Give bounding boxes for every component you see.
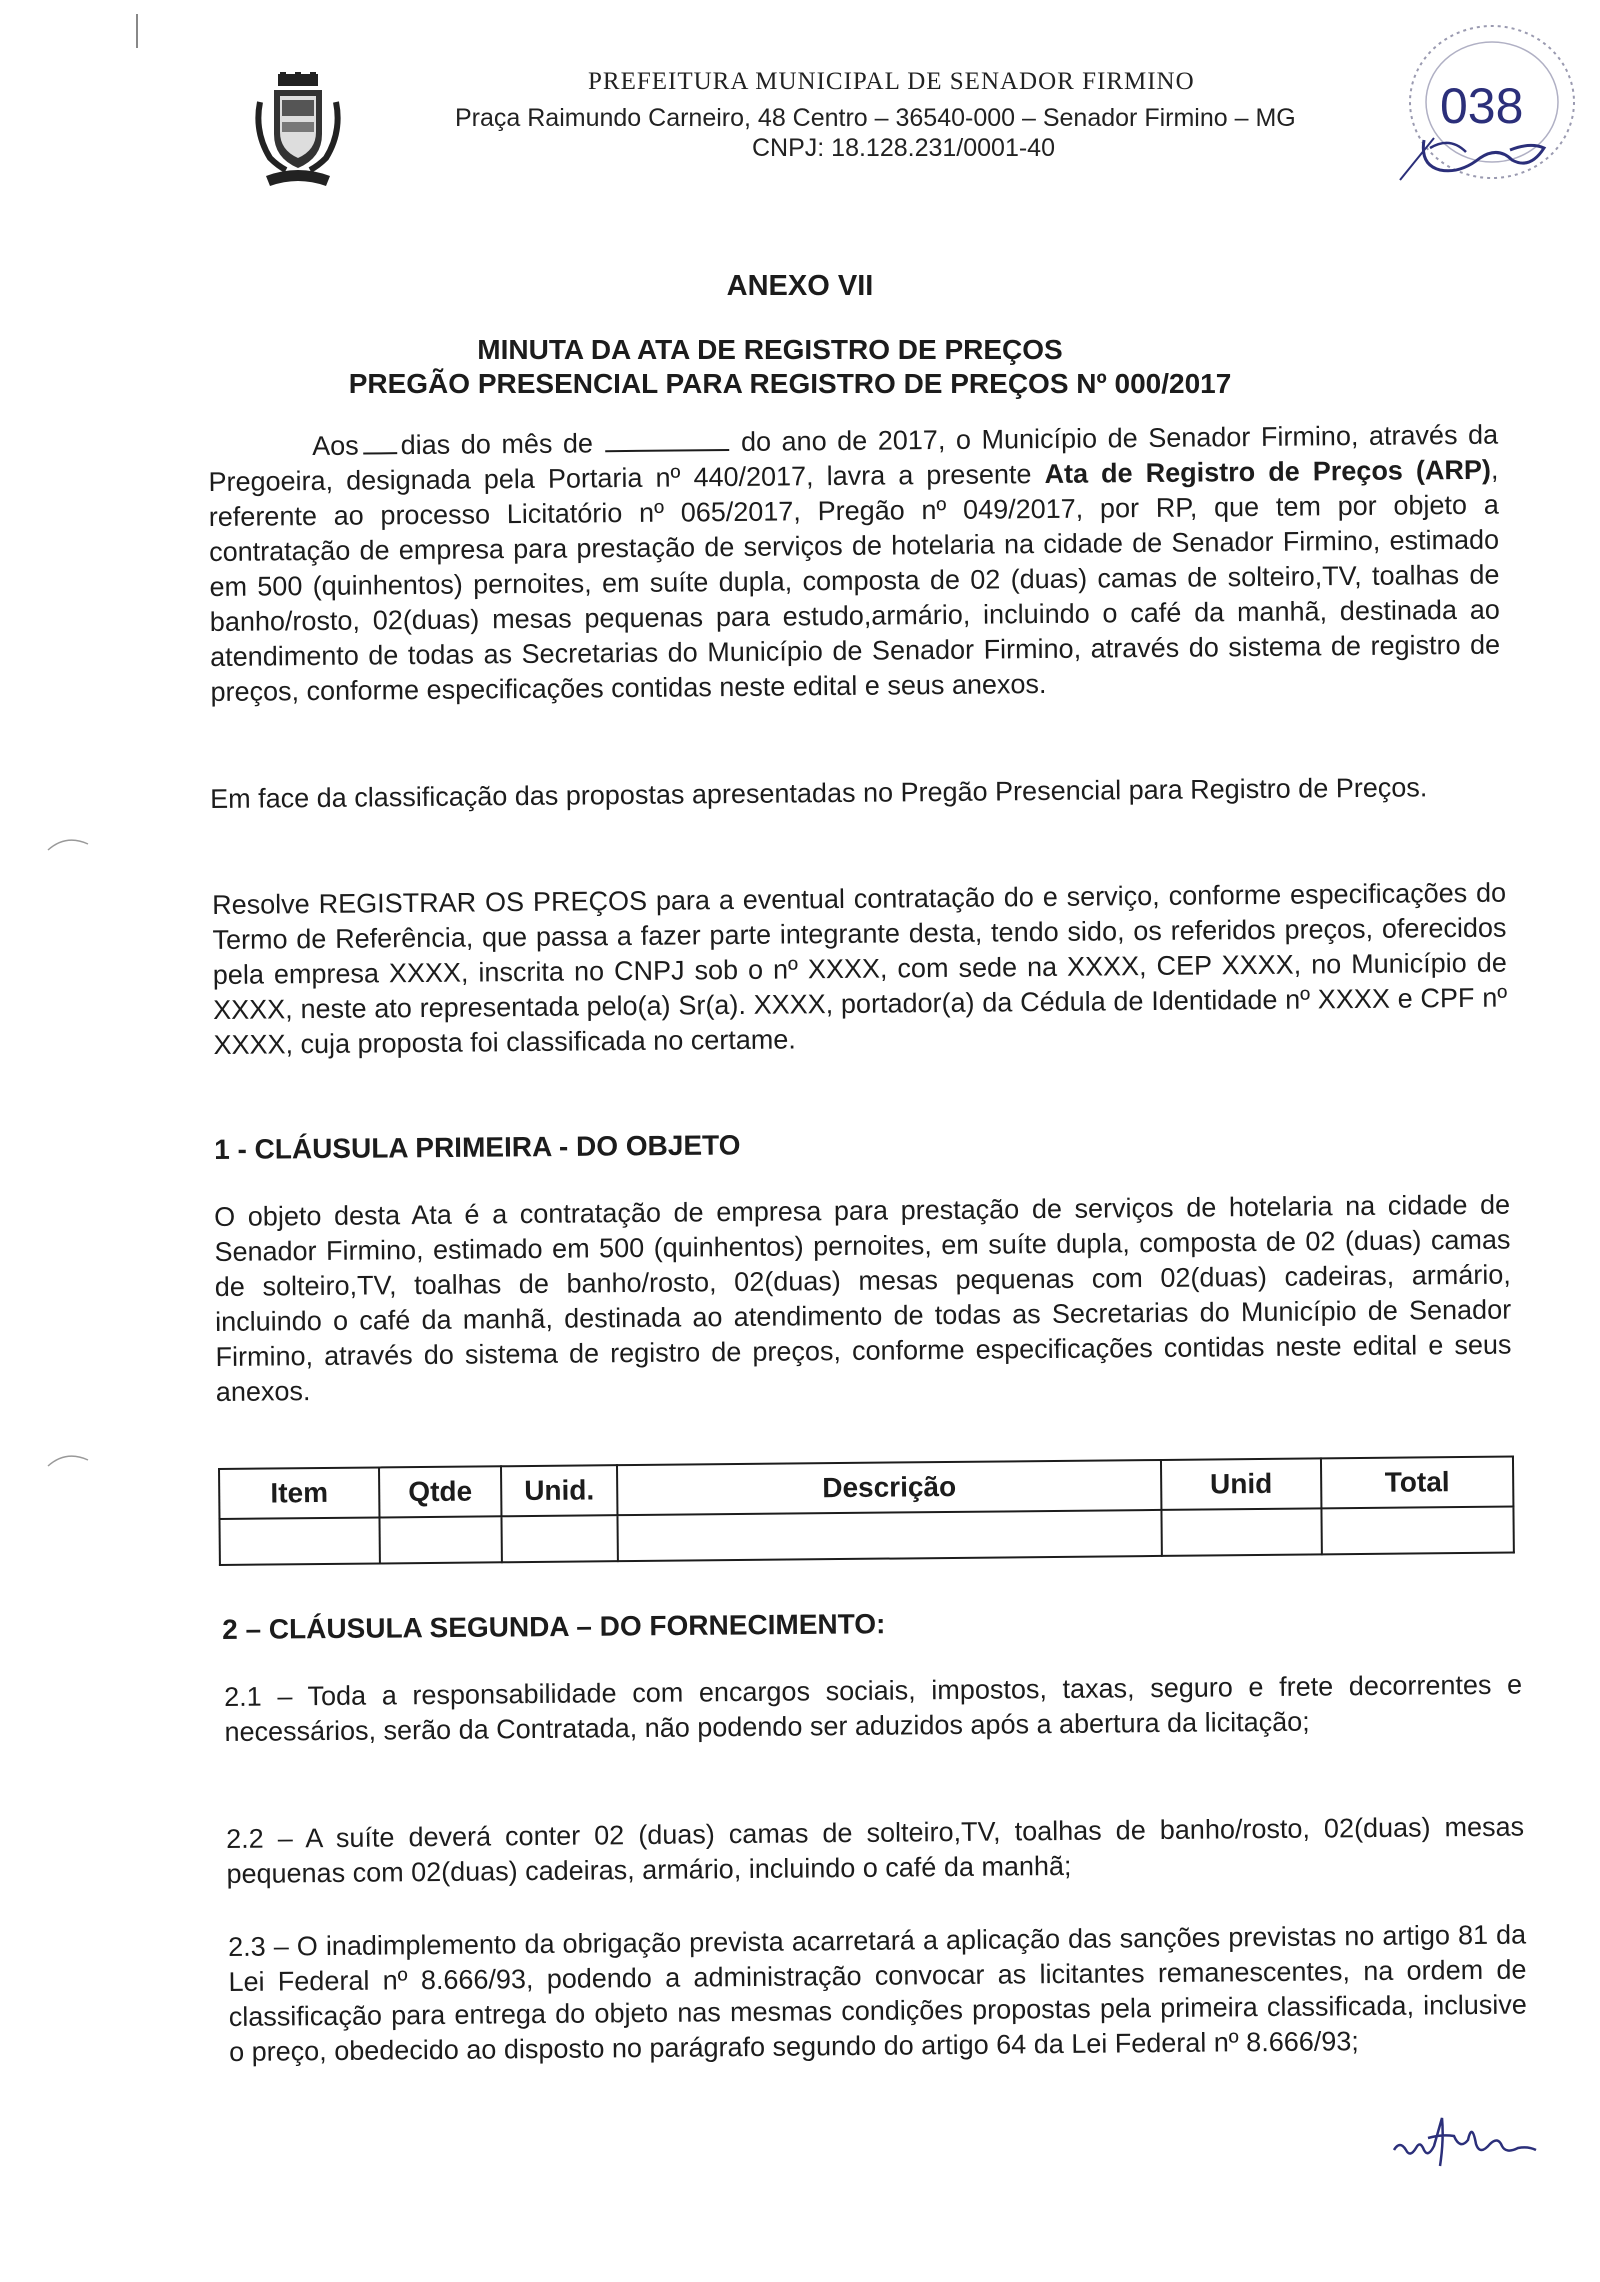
annex-title: ANEXO VII: [726, 270, 874, 302]
intro-month: dias do mês de: [400, 428, 594, 461]
col-item: Item: [219, 1467, 379, 1519]
scan-mark: [136, 14, 138, 48]
month-blank: [605, 429, 729, 452]
stamp-number: 038: [1440, 78, 1524, 134]
header-cnpj: CNPJ: 18.128.231/0001-40: [752, 134, 1055, 162]
resolve-paragraph: Resolve REGISTRAR OS PREÇOS para a eventual contratação do e serviço, conforme especificações do Termo de Referência, que passa a fazer parte integrante desta, tendo sido, os referidos preços, oferecidos pela empresa XXXX, inscrita no CNPJ sob o nº XXXX, com sede na XXXX, CEP XXXX, no Município de XXXX, neste ato representada pelo(a) Sr(a). XXXX, portador(a) da Cédula de Identidade nº XXXX e CPF nº XXXX, cuja proposta foi classificada no certame.: [212, 877, 1508, 1060]
minute-title: MINUTA DA ATA DE REGISTRO DE PREÇOS: [477, 334, 1063, 365]
table-cell: [617, 1510, 1161, 1561]
intro-paragraph: [208, 418, 1501, 710]
intro-body: do ano de 2017, o Município de Senador Firmino, através da Pregoeira, designada pela Portaria nº 440/2017, lavra a presente: [208, 419, 1499, 497]
col-total: Total: [1321, 1457, 1513, 1509]
face-paragraph: Em face da classificação das propostas apresentadas no Pregão Presencial para Registro de Preços.: [210, 772, 1428, 814]
clause1-heading: 1 - CLÁUSULA PRIMEIRA - DO OBJETO: [214, 1129, 741, 1165]
clause2-3: 2.3 – O inadimplemento da obrigação prevista acarretará a aplicação das sanções previstas no artigo 81 da Lei Federal nº 8.666/93, podendo a administração convocar as licitantes remanescentes, na ordem de classificação para entrega do objeto nas mesmas condições propostas pela primeira classificada, inclusive o preço, obedecido ao disposto no parágrafo segundo do artigo 64 da Lei Federal nº 8.666/93;: [228, 1919, 1527, 2067]
items-table: [218, 1456, 1515, 1566]
signature-icon: [1390, 2110, 1540, 2170]
table-cell: [219, 1517, 379, 1565]
col-qtde: Qtde: [379, 1466, 501, 1517]
col-unid: Unid.: [501, 1465, 617, 1516]
col-unid-price: Unid: [1161, 1458, 1321, 1510]
table-cell: [1321, 1507, 1513, 1555]
clause1-text: O objeto desta Ata é a contratação de empresa para prestação de serviços de hotelaria na cidade de Senador Firmino, estimado em 500 (quinhentos) pernoites, em suíte dupla, composta de 02 (duas) camas de solteiro,TV, toalhas de banho/rosto, 02(duas) mesas pequenas com 02(duas) cadeiras, armário, incluindo o café da manhã, destinada ao atendimento de todas as Secretarias do Município de Senador Firmino, através do sistema de registro de preços, conforme especificações contidas neste edital e seus anexos.: [214, 1189, 1512, 1407]
clause2-2: 2.2 – A suíte deverá conter 02 (duas) camas de solteiro,TV, toalhas de banho/rosto, 02(duas) mesas pequenas com 02(duas) cadeiras, armário, incluindo o café da manhã;: [226, 1811, 1525, 1889]
clause2-1: 2.1 – Toda a responsabilidade com encargos sociais, impostos, taxas, seguro e frete decorrentes e necessários, serão da Contratada, não podendo ser aduzidos após a abertura da licitação;: [224, 1669, 1523, 1747]
punch-hole-mark: [46, 1450, 90, 1468]
intro-rest: , referente ao processo Licitatório nº 065/2017, Pregão nº 049/2017, por RP, que tem por objeto a contratação de empresa para prestação de serviços de hotelaria na cidade de Senador Firmino, estimado em 500 (quinhentos) pernoites, em suíte dupla, composta de 02 (duas) camas de solteiro,TV, toalhas de banho/rosto, 02(duas) mesas pequenas para estudo,armário, incluindo o café da manhã, destinada ao atendimento de todas as Secretarias do Município de Senador Firmino, através do sistema de registro de preços, conforme especificações contidas neste edital e seus anexos.: [208, 454, 1501, 707]
clause2-heading: 2 – CLÁUSULA SEGUNDA – DO FORNECIMENTO:: [222, 1608, 886, 1645]
intro-word-aos: Aos: [312, 430, 359, 462]
auction-title: PREGÃO PRESENCIAL PARA REGISTRO DE PREÇOS Nº 000/2017: [348, 368, 1232, 399]
punch-hole-mark: [46, 834, 90, 852]
intro-bold-arp: Ata de Registro de Preços (ARP): [1044, 454, 1492, 489]
col-descricao: Descrição: [617, 1460, 1161, 1515]
table-cell: [379, 1516, 501, 1563]
header-title: PREFEITURA MUNICIPAL DE SENADOR FIRMINO: [588, 68, 1195, 95]
coat-of-arms-icon: [252, 72, 344, 190]
header-address: Praça Raimundo Carneiro, 48 Centro – 36540-000 – Senador Firmino – MG: [455, 104, 1296, 132]
table-cell: [501, 1515, 617, 1562]
day-blank: [363, 432, 397, 454]
table-cell: [1161, 1508, 1321, 1556]
protocol-stamp-icon: [1380, 20, 1580, 195]
